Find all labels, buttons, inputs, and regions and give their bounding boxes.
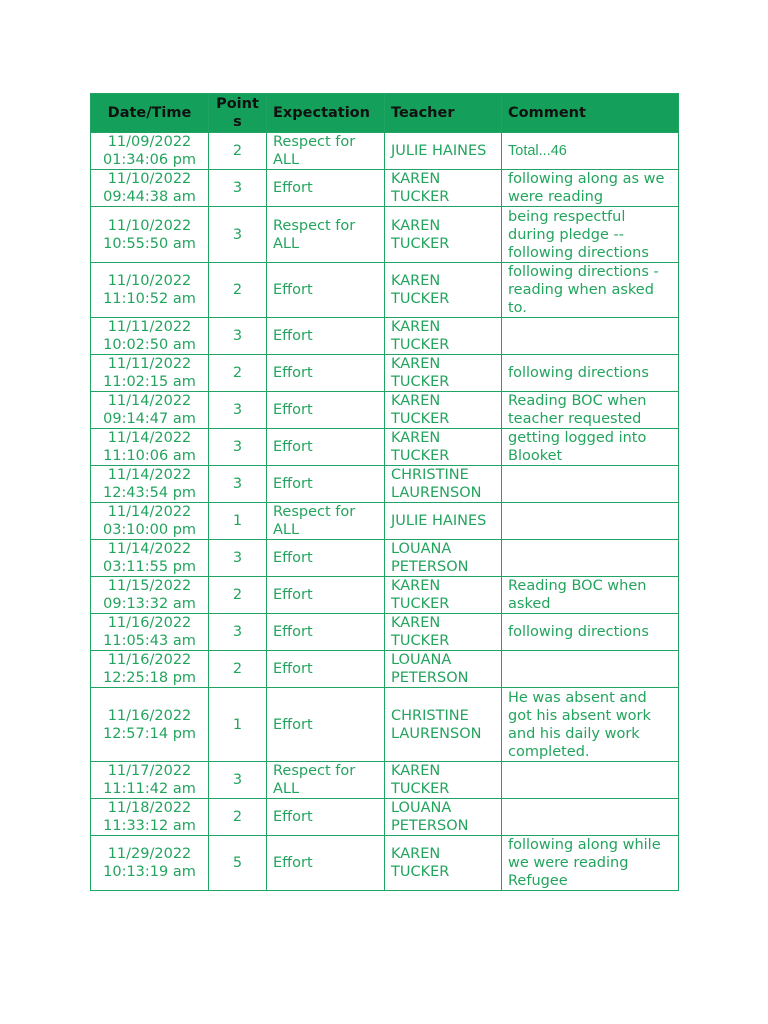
cell-time: 11:11:42 am — [103, 781, 196, 797]
cell-time: 10:13:19 am — [103, 864, 196, 880]
cell-points: 3 — [209, 170, 267, 207]
cell-expectation: Effort — [267, 263, 385, 318]
cell-expectation: Respect for ALL — [267, 762, 385, 799]
cell-expectation: Effort — [267, 799, 385, 836]
cell-date-time — [91, 762, 209, 799]
cell-time: 11:05:43 am — [103, 633, 196, 649]
cell-comment — [502, 799, 679, 836]
table-row — [91, 540, 679, 577]
cell-expectation: Effort — [267, 392, 385, 429]
cell-date: 11/09/2022 — [107, 134, 192, 150]
cell-comment — [502, 466, 679, 503]
cell-expectation: Effort — [267, 540, 385, 577]
cell-expectation: Respect for ALL — [267, 207, 385, 263]
cell-date-time — [91, 540, 209, 577]
header-date-time: Date/Time — [91, 94, 209, 133]
cell-date-time — [91, 836, 209, 891]
header-expectation: Expectation — [267, 94, 385, 133]
table-row — [91, 207, 679, 263]
table-row — [91, 318, 679, 355]
cell-date: 11/18/2022 — [107, 800, 192, 816]
cell-points: 3 — [209, 466, 267, 503]
cell-teacher: CHRISTINE LAURENSON — [385, 688, 502, 762]
cell-teacher: KAREN TUCKER — [385, 392, 502, 429]
cell-points: 2 — [209, 263, 267, 318]
table-row — [91, 429, 679, 466]
table-row — [91, 392, 679, 429]
cell-time: 11:33:12 am — [103, 818, 196, 834]
table-row — [91, 503, 679, 540]
cell-expectation: Effort — [267, 355, 385, 392]
cell-comment: being respectful during pledge -- following directions — [502, 207, 679, 263]
cell-teacher: KAREN TUCKER — [385, 355, 502, 392]
cell-comment — [502, 318, 679, 355]
cell-date-time — [91, 318, 209, 355]
cell-date: 11/14/2022 — [107, 393, 192, 409]
table-row — [91, 466, 679, 503]
cell-teacher: KAREN TUCKER — [385, 170, 502, 207]
cell-teacher: KAREN TUCKER — [385, 318, 502, 355]
cell-points: 1 — [209, 688, 267, 762]
cell-comment: Total...46 — [502, 133, 679, 170]
cell-date-time — [91, 263, 209, 318]
cell-date: 11/17/2022 — [107, 763, 192, 779]
cell-time: 09:44:38 am — [103, 189, 196, 205]
cell-date-time — [91, 429, 209, 466]
cell-time: 12:25:18 pm — [102, 670, 197, 686]
cell-date-time — [91, 614, 209, 651]
cell-date: 11/14/2022 — [107, 467, 192, 483]
cell-comment: Reading BOC when teacher requested — [502, 392, 679, 429]
cell-date: 11/16/2022 — [107, 615, 192, 631]
cell-date: 11/29/2022 — [107, 846, 192, 862]
cell-points: 3 — [209, 207, 267, 263]
cell-date: 11/16/2022 — [107, 652, 192, 668]
cell-points: 3 — [209, 762, 267, 799]
cell-time: 09:14:47 am — [103, 411, 196, 427]
points-log-table — [90, 93, 679, 891]
cell-points: 3 — [209, 318, 267, 355]
cell-comment: following directions - reading when asked to. — [502, 263, 679, 318]
cell-time: 03:11:55 pm — [102, 559, 197, 575]
cell-points: 3 — [209, 540, 267, 577]
cell-comment — [502, 762, 679, 799]
cell-comment: Reading BOC when asked — [502, 577, 679, 614]
table-row — [91, 577, 679, 614]
cell-date: 11/10/2022 — [107, 171, 192, 187]
table-row — [91, 355, 679, 392]
cell-date: 11/11/2022 — [107, 356, 192, 372]
cell-points: 2 — [209, 799, 267, 836]
cell-time: 09:13:32 am — [103, 596, 196, 612]
cell-points: 1 — [209, 503, 267, 540]
cell-date-time — [91, 577, 209, 614]
cell-teacher: KAREN TUCKER — [385, 577, 502, 614]
cell-date-time — [91, 799, 209, 836]
cell-teacher: KAREN TUCKER — [385, 263, 502, 318]
cell-time: 01:34:06 pm — [102, 152, 197, 168]
cell-expectation: Effort — [267, 429, 385, 466]
cell-comment: following directions — [502, 614, 679, 651]
cell-date-time — [91, 207, 209, 263]
cell-expectation: Effort — [267, 614, 385, 651]
table-row — [91, 762, 679, 799]
cell-date: 11/14/2022 — [107, 430, 192, 446]
cell-comment — [502, 540, 679, 577]
header-comment: Comment — [502, 94, 679, 133]
cell-date-time — [91, 355, 209, 392]
cell-expectation: Effort — [267, 836, 385, 891]
cell-teacher: LOUANA PETERSON — [385, 799, 502, 836]
cell-date-time — [91, 688, 209, 762]
cell-date: 11/10/2022 — [107, 273, 192, 289]
cell-points: 2 — [209, 577, 267, 614]
cell-teacher: JULIE HAINES — [385, 503, 502, 540]
cell-teacher: KAREN TUCKER — [385, 762, 502, 799]
cell-time: 11:10:52 am — [103, 291, 196, 307]
cell-date: 11/16/2022 — [107, 707, 192, 724]
table-row — [91, 133, 679, 170]
cell-expectation: Respect for ALL — [267, 503, 385, 540]
cell-points: 2 — [209, 651, 267, 688]
cell-expectation: Effort — [267, 577, 385, 614]
cell-points: 3 — [209, 392, 267, 429]
cell-time: 12:43:54 pm — [102, 485, 197, 501]
cell-teacher: CHRISTINE LAURENSON — [385, 466, 502, 503]
cell-time: 03:10:00 pm — [102, 522, 197, 538]
table-row — [91, 688, 679, 762]
cell-comment: following directions — [502, 355, 679, 392]
cell-teacher: LOUANA PETERSON — [385, 540, 502, 577]
cell-comment: following along while we were reading Refugee — [502, 836, 679, 891]
cell-points: 3 — [209, 614, 267, 651]
cell-time: 11:02:15 am — [103, 374, 196, 390]
cell-teacher: LOUANA PETERSON — [385, 651, 502, 688]
table-row — [91, 614, 679, 651]
cell-comment — [502, 503, 679, 540]
table-body — [91, 133, 679, 891]
header-points: Point s — [209, 94, 267, 133]
table-row — [91, 170, 679, 207]
cell-time: 12:57:14 pm — [102, 725, 197, 742]
cell-points: 3 — [209, 429, 267, 466]
cell-date-time — [91, 170, 209, 207]
cell-expectation: Respect for ALL — [267, 133, 385, 170]
table-row — [91, 263, 679, 318]
cell-comment: getting logged into Blooket — [502, 429, 679, 466]
cell-expectation: Effort — [267, 466, 385, 503]
cell-expectation: Effort — [267, 318, 385, 355]
cell-expectation: Effort — [267, 651, 385, 688]
cell-date-time — [91, 466, 209, 503]
cell-date-time — [91, 392, 209, 429]
table-row — [91, 651, 679, 688]
cell-expectation: Effort — [267, 688, 385, 762]
cell-time: 10:02:50 am — [103, 337, 196, 353]
cell-teacher: KAREN TUCKER — [385, 207, 502, 263]
cell-date-time — [91, 503, 209, 540]
cell-teacher: KAREN TUCKER — [385, 836, 502, 891]
table-row — [91, 799, 679, 836]
cell-time: 10:55:50 am — [103, 235, 196, 252]
cell-teacher: KAREN TUCKER — [385, 614, 502, 651]
cell-teacher: JULIE HAINES — [385, 133, 502, 170]
cell-time: 11:10:06 am — [103, 448, 196, 464]
cell-points: 2 — [209, 133, 267, 170]
cell-points: 2 — [209, 355, 267, 392]
cell-date: 11/14/2022 — [107, 504, 192, 520]
cell-comment — [502, 651, 679, 688]
cell-expectation: Effort — [267, 170, 385, 207]
cell-comment: following along as we were reading — [502, 170, 679, 207]
header-row — [91, 94, 679, 133]
header-teacher: Teacher — [385, 94, 502, 133]
cell-date-time — [91, 651, 209, 688]
table-header — [91, 94, 679, 133]
cell-date: 11/15/2022 — [107, 578, 192, 594]
cell-points: 5 — [209, 836, 267, 891]
cell-date-time — [91, 133, 209, 170]
cell-comment: He was absent and got his absent work and his daily work completed. — [502, 688, 679, 762]
table-row — [91, 836, 679, 891]
cell-date: 11/14/2022 — [107, 541, 192, 557]
cell-teacher: KAREN TUCKER — [385, 429, 502, 466]
cell-date: 11/11/2022 — [107, 319, 192, 335]
cell-date: 11/10/2022 — [107, 217, 192, 234]
